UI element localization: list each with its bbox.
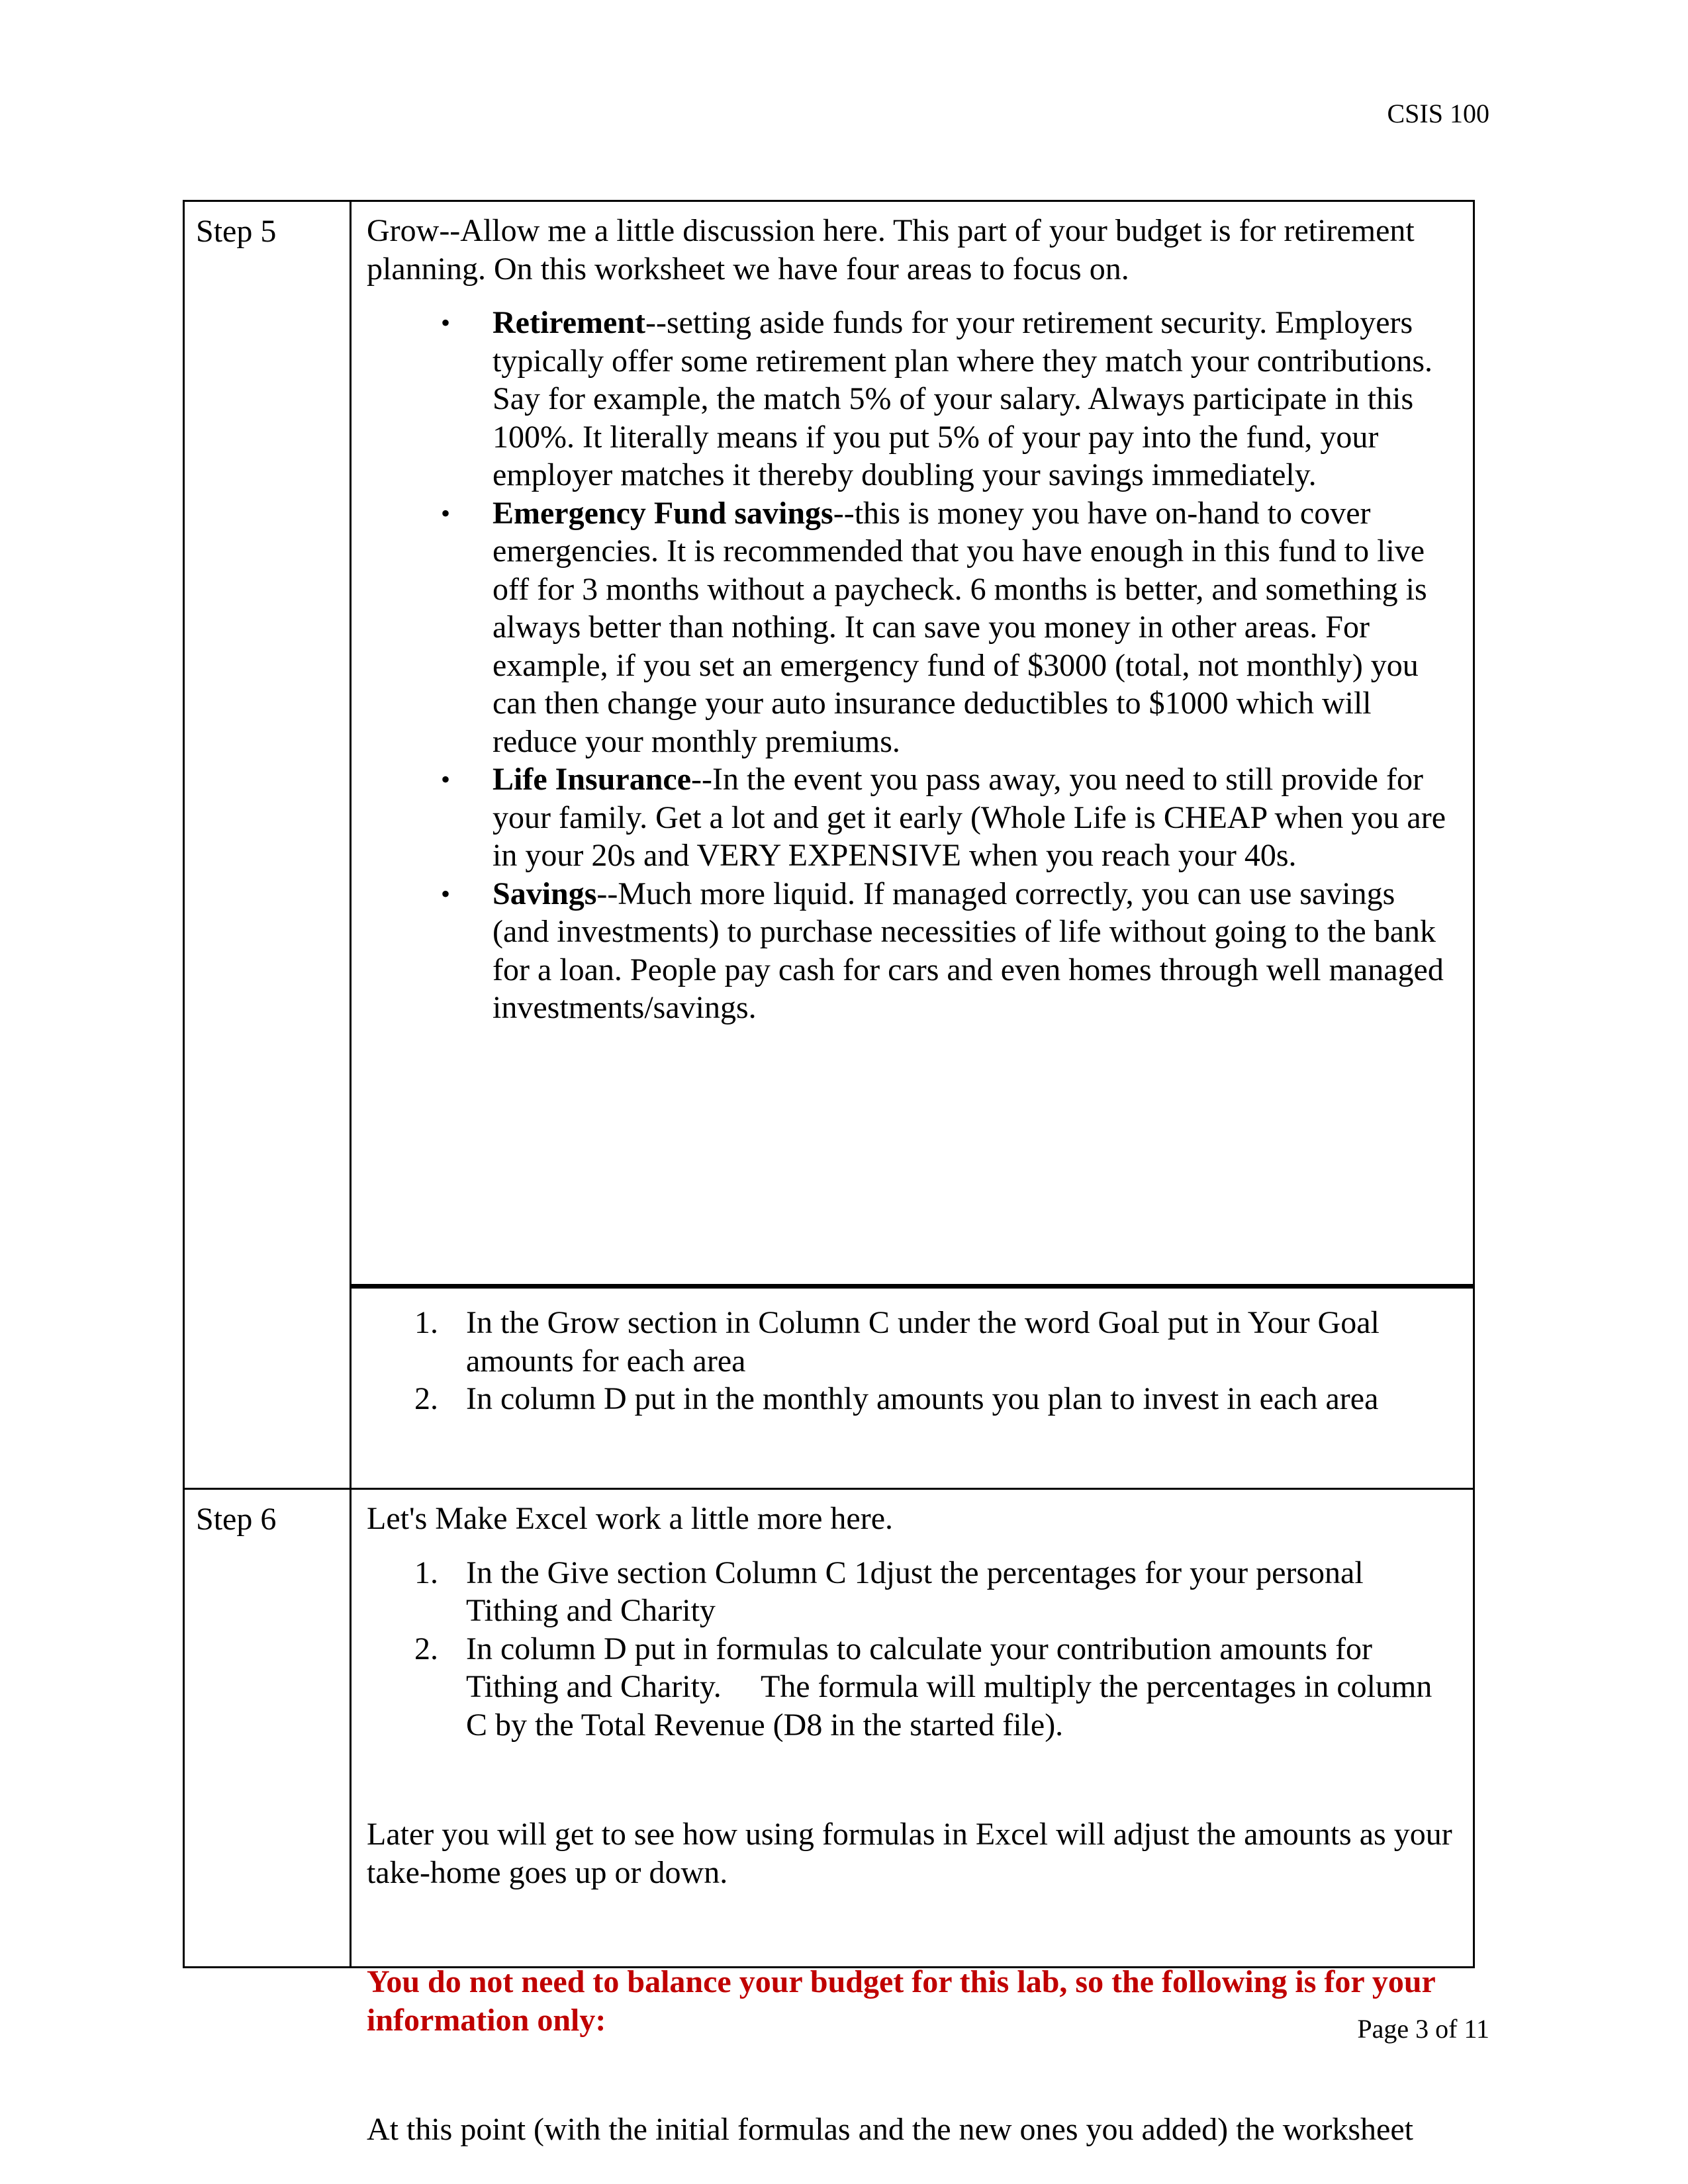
table-border-right (1473, 200, 1475, 1968)
bullet-term: Emergency Fund savings (492, 495, 833, 531)
step5-instruction-list (367, 1304, 1459, 1418)
bullet-retirement (367, 304, 1459, 494)
bullet-text: --In the event you pass away, you need to still provide for your family. Get a lot and get it early (Whole Life is CHEAP when you are in your 20s and VERY EXPENSIVE when you reach your 40s. (492, 762, 1446, 873)
list-number: 1. (414, 1305, 438, 1340)
step6-instruction-list (367, 1554, 1459, 1745)
step6-content (367, 1500, 1459, 2149)
step5-instruction-1 (367, 1304, 1459, 1380)
bullet-text: --this is money you have on-hand to cover emergencies. It is recommended that you have enough in this fund to live off for 3 months without a paycheck. 6 months is better, and something is always better than nothing. It can save you money in other areas. For example, if you set an emergency fund of $3000 (total, not monthly) you can then change your auto insurance deductibles to $1000 which will reduce your monthly premiums. (492, 495, 1427, 759)
bullet-text: --Much more liquid. If managed correctly, you can use savings (and investments) to purchase necessities of life without going to the bank for a loan. People pay cash for cars and even homes through well managed investments/savings. (492, 876, 1444, 1025)
bullet-dot-icon: • (441, 498, 451, 528)
bullet-term: Life Insurance (492, 762, 691, 797)
step6-intro: Let's Make Excel work a little more here. (367, 1501, 893, 1536)
step5-intro: Grow--Allow me a little discussion here. This part of your budget is for retirement planning. On this worksheet we have four areas to focus on. (367, 213, 1415, 287)
step6-instruction-2 (367, 1630, 1459, 1745)
step5-bullet-list (367, 304, 1459, 1027)
step6-notice: You do not need to balance your budget for this lab, so the following is for your information only: (367, 1964, 1435, 2038)
page-number: Page 3 of 11 (1357, 2014, 1489, 2044)
instruction-text: In column D put in formulas to calculate your contribution amounts for Tithing and Charity. The formula will multiply the percentages in column C by the Total Revenue (D8 in the started file). (466, 1631, 1440, 1743)
step5-instruction-2 (367, 1380, 1459, 1418)
step5-content (367, 212, 1459, 1027)
instruction-text: In column D put in the monthly amounts you plan to invest in each area (466, 1381, 1379, 1416)
bullet-dot-icon: • (441, 878, 451, 909)
step5-label: Step 5 (196, 214, 277, 249)
bullet-life-insurance (367, 760, 1459, 875)
bullet-dot-icon: • (441, 764, 451, 794)
bullet-term: Retirement (492, 305, 645, 340)
list-number: 2. (414, 1381, 438, 1416)
list-number: 1. (414, 1555, 438, 1590)
instruction-text: In the Grow section in Column C under the word Goal put in Your Goal amounts for each area (466, 1305, 1380, 1379)
subcell-divider (350, 1285, 1475, 1287)
instruction-text: In the Give section Column C 1djust the percentages for your personal Tithing and Charity (466, 1555, 1364, 1628)
table-border-top (183, 200, 1475, 202)
bullet-term: Savings (492, 876, 597, 911)
course-header: CSIS 100 (1387, 99, 1489, 128)
table-column-divider (350, 200, 352, 1968)
step5-instructions (367, 1304, 1459, 1418)
bullet-savings (367, 875, 1459, 1027)
bullet-text: --setting aside funds for your retirement security. Employers typically offer some retirement plan where they match your contributions. Say for example, the match 5% of your salary. Always participate in this 100%. It literally means if you put 5% of your pay into the fund, your employer matches it thereby doubling your savings immediately. (492, 305, 1433, 492)
step6-later-note: Later you will get to see how using formulas in Excel will adjust the amounts as your take-home goes up or down. (367, 1817, 1452, 1890)
bullet-emergency-fund (367, 494, 1459, 761)
list-number: 2. (414, 1631, 438, 1666)
step6-continuation: At this point (with the initial formulas and the new ones you added) the worksheet (367, 2112, 1413, 2147)
step6-label: Step 6 (196, 1502, 277, 1537)
table-border-left (183, 200, 185, 1968)
bullet-dot-icon: • (441, 308, 451, 338)
row-divider-step6 (183, 1488, 1475, 1490)
step6-instruction-1 (367, 1554, 1459, 1630)
